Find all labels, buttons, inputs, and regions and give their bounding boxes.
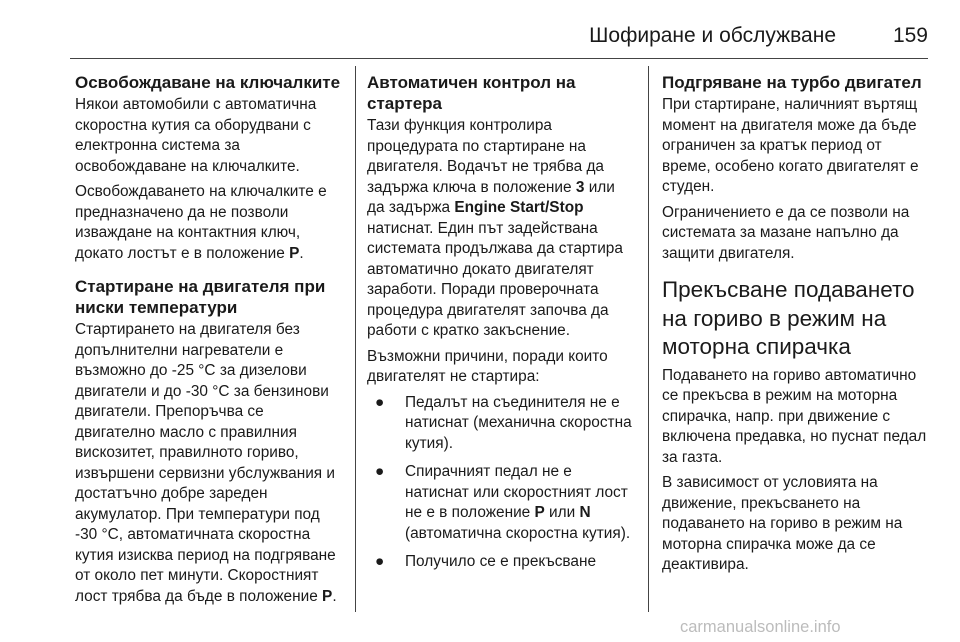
watermark: carmanualsonline.info <box>680 618 841 636</box>
paragraph: Ограничението е да се позволи на системата за мазане напълно да защити двигателя. <box>662 203 910 262</box>
text: . <box>299 244 304 262</box>
heading-starter-control: Автоматичен контрол на стартера <box>367 73 576 113</box>
text: натиснат. Един път задействана системата продължава да стартира автоматично докато двигателят заработи. Поради проверочната процедура двигателят започва да работи с кратко закъснение. <box>367 219 623 339</box>
paragraph: Някои автомобили с автоматична скоростна кутия са оборудвани с електронна система за освобождаване на ключалките. <box>75 96 317 175</box>
bullet-icon: ● <box>375 553 385 570</box>
text: . <box>332 587 337 605</box>
heading-turbo-warmup: Подгряване на турбо двигател <box>662 73 922 92</box>
gear-position-label: N <box>579 504 591 521</box>
column-divider-1 <box>355 66 356 612</box>
heading-key-lock: Освобождаване на ключалките <box>75 73 341 92</box>
list-item <box>367 552 635 573</box>
gear-position-label: P <box>534 504 545 521</box>
paragraph <box>367 116 635 342</box>
chapter-title: Шофиране и обслужване <box>589 24 836 47</box>
paragraph: В зависимост от условията на движение, прекъсването на подаването на гориво в режим на моторна спирачка може да се деактивира. <box>662 474 903 573</box>
text: Спирачният педал не е натиснат или скоростният лост не е в положение <box>405 463 628 521</box>
header-rule <box>70 58 928 59</box>
column-2 <box>367 72 635 581</box>
bullet-icon: ● <box>375 463 385 480</box>
text: Тази функция контролира процедурата по стартиране на двигателя. Водачът не трябва да задържа ключа в положение <box>367 117 604 196</box>
list-item <box>367 393 635 455</box>
text: или да задържа <box>367 178 615 216</box>
text: или <box>544 504 580 521</box>
column-divider-2 <box>648 66 649 612</box>
button-name-label: Engine Start/Stop <box>454 199 584 216</box>
bullet-list <box>367 393 635 573</box>
heading-fuel-cutoff: Прекъсване подаването на гориво в режим на моторна спирачка <box>662 277 915 359</box>
paragraph: Възможни причини, поради които двигателят не стартира: <box>367 347 608 385</box>
heading-cold-start: Стартиране на двигателя при ниски температури <box>75 277 326 317</box>
key-position-label: 3 <box>575 178 585 196</box>
text: (автоматична скоростна кутия). <box>405 524 631 542</box>
text: Педалът на съединителя не е натиснат (механична скоростна кутия). <box>405 393 632 452</box>
gear-position-label: P <box>289 244 300 262</box>
list-item <box>367 462 635 544</box>
paragraph <box>75 320 345 607</box>
paragraph: Подаването на гориво автоматично се прекъсва в режим на моторна спирачка, напр. при движение с включена предавка, но пуснат педал за газта. <box>662 366 927 466</box>
column-3 <box>662 72 932 581</box>
text: Освобождаването на ключалките е предназначено да не позволи изваждане на контактния ключ, докато лостът е в положение <box>75 183 327 262</box>
gear-position-label: P <box>322 587 333 605</box>
page-number: 159 <box>892 24 928 47</box>
text: Получило се е прекъсване <box>405 553 597 570</box>
column-1 <box>75 72 345 612</box>
page-header <box>70 22 928 62</box>
paragraph <box>75 182 345 264</box>
text: Стартирането на двигателя без допълнителни нагреватели е възможно до -25 °C за дизелови двигатели и до -30 °C за бензинови двигатели. Препоръчва се двигателно масло с правилния вискозитет, правилното гориво, извършени сервизни убслужвания и достатъчно добре зареден акумулатор. При температури под -30 °C, автоматичната скоростна кутия изисква период на подгряване от около пет минути. Скоростният лост трябва да бъде в положение <box>75 321 336 605</box>
bullet-icon: ● <box>375 393 385 411</box>
paragraph: При стартиране, наличният въртящ момент на двигателя може да бъде ограничен за кратък период от време, особено когато двигателят е студен. <box>662 96 919 195</box>
